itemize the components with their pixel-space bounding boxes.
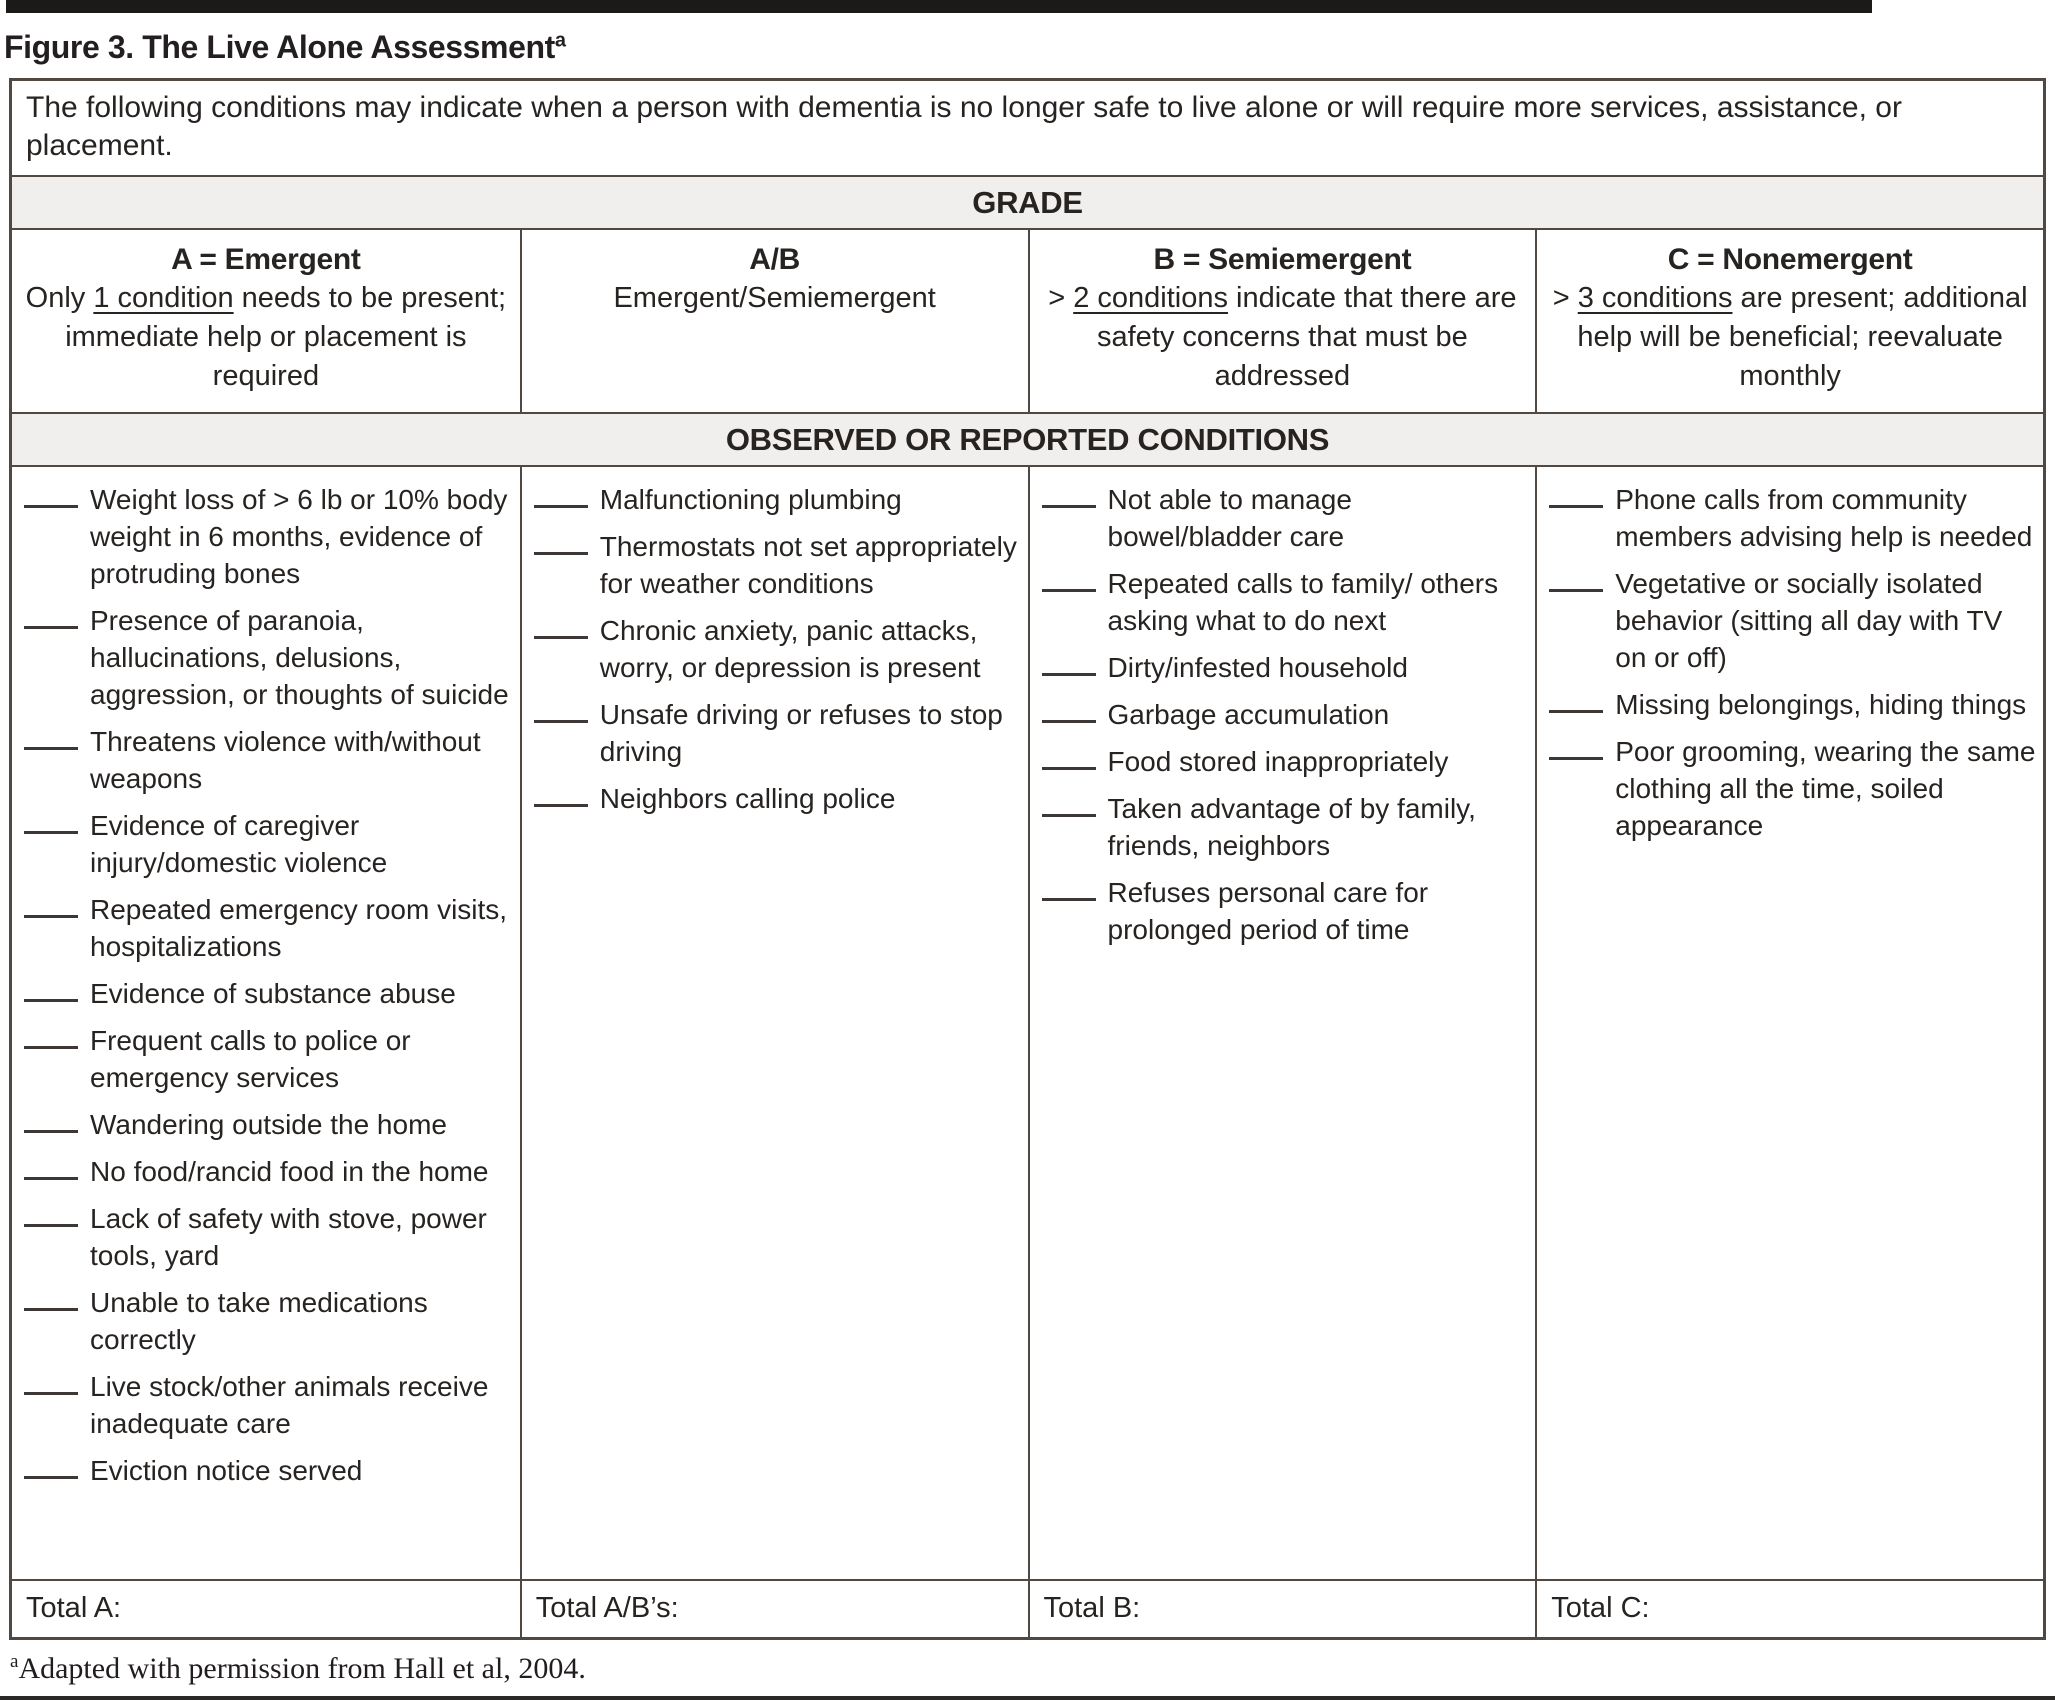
fill-in-blank: [1042, 898, 1096, 901]
condition-item: [1030, 790, 1532, 864]
column-header-semiemergent-desc: [1042, 279, 1524, 396]
condition-item: [1537, 565, 2039, 676]
condition-text: Malfunctioning plumbing: [599, 484, 902, 515]
fill-in-blank: [24, 915, 78, 918]
fill-in-blank: [24, 1308, 78, 1311]
condition-text: Poor grooming, wearing the same clothing all the time, soiled appearance: [1615, 736, 2036, 841]
condition-item: [522, 780, 1024, 817]
fill-in-blank: [24, 1130, 78, 1133]
conditions-column-c: [1535, 465, 2043, 1579]
fill-in-blank: [534, 720, 588, 723]
column-header-nonemergent-title: C = Nonemergent: [1667, 243, 1913, 276]
condition-text: Repeated emergency room visits, hospitalizations: [90, 894, 508, 962]
fill-in-blank: [24, 1392, 78, 1395]
page-top-bar: [6, 0, 1872, 13]
fill-in-blank: [1549, 589, 1603, 592]
condition-item: [522, 528, 1024, 602]
desc-underlined-text: 3 conditions: [1577, 282, 1733, 314]
fill-in-blank: [534, 636, 588, 639]
condition-text: Thermostats not set appropriately for weather conditions: [599, 531, 1017, 599]
fill-in-blank: [1042, 814, 1096, 817]
total-b-cell: Total B:: [1028, 1579, 1536, 1637]
desc-text: >: [1048, 282, 1074, 314]
fill-in-blank: [24, 747, 78, 750]
condition-text: Wandering outside the home: [90, 1109, 447, 1140]
fill-in-blank: [24, 1476, 78, 1479]
fill-in-blank: [24, 1046, 78, 1049]
fill-in-blank: [1549, 757, 1603, 760]
condition-item: [12, 723, 516, 797]
fill-in-blank: [1042, 673, 1096, 676]
condition-item: [12, 1106, 516, 1143]
fill-in-blank: [534, 505, 588, 508]
observed-conditions-band: OBSERVED OR REPORTED CONDITIONS: [12, 412, 2043, 465]
condition-item: [1030, 696, 1532, 733]
desc-text: needs to be present; immediate help or placement is required: [65, 282, 507, 392]
conditions-column-ab: [520, 465, 1028, 1579]
total-a-cell: Total A:: [12, 1579, 520, 1637]
figure-title: [4, 29, 2055, 66]
total-ab-cell: Total A/B’s:: [520, 1579, 1028, 1637]
condition-item: [12, 1022, 516, 1096]
live-alone-assessment-table: [9, 78, 2046, 1640]
condition-text: Missing belongings, hiding things: [1615, 689, 2027, 720]
column-header-ab-title: A/B: [749, 243, 800, 276]
footnote-superscript: a: [10, 1651, 19, 1672]
condition-text: Unable to take medications correctly: [90, 1287, 428, 1355]
condition-item: [12, 1284, 516, 1358]
conditions-column-b: [1028, 465, 1536, 1579]
fill-in-blank: [24, 505, 78, 508]
figure-title-superscript: a: [554, 29, 566, 52]
fill-in-blank: [1042, 589, 1096, 592]
footnote-text: Adapted with permission from Hall et al, 2004.: [18, 1652, 586, 1685]
desc-text: indicate that there are safety concerns that must be addressed: [1097, 282, 1517, 392]
fill-in-blank: [24, 999, 78, 1002]
fill-in-blank: [24, 1224, 78, 1227]
condition-text: Evidence of substance abuse: [90, 978, 456, 1009]
condition-text: Weight loss of > 6 lb or 10% body weight in 6 months, evidence of protruding bones: [90, 484, 508, 589]
condition-text: Chronic anxiety, panic attacks, worry, or depression is present: [599, 615, 981, 683]
footnote: [10, 1652, 2055, 1686]
condition-text: Eviction notice served: [90, 1455, 363, 1486]
column-header-nonemergent: [1535, 228, 2043, 412]
condition-text: Neighbors calling police: [599, 783, 896, 814]
column-header-emergent-desc: [24, 279, 508, 396]
condition-item: [12, 891, 516, 965]
fill-in-blank: [534, 552, 588, 555]
condition-text: Garbage accumulation: [1107, 699, 1390, 730]
column-header-emergent: [12, 228, 520, 412]
condition-item: [1537, 481, 2039, 555]
condition-text: Phone calls from community members advising help is needed: [1615, 484, 2033, 552]
condition-item: [12, 1153, 516, 1190]
condition-text: Vegetative or socially isolated behavior (sitting all day with TV on or off): [1615, 568, 2003, 673]
condition-item: [12, 1452, 516, 1489]
condition-item: [1030, 481, 1532, 555]
fill-in-blank: [24, 831, 78, 834]
desc-text: >: [1552, 282, 1578, 314]
desc-text: Emergent/Semiemergent: [613, 282, 936, 314]
grade-band: GRADE: [12, 175, 2043, 228]
condition-item: [1030, 874, 1532, 948]
desc-underlined-text: 1 condition: [93, 282, 234, 314]
condition-item: [1030, 743, 1532, 780]
condition-text: Food stored inappropriately: [1107, 746, 1449, 777]
condition-text: Refuses personal care for prolonged period of time: [1107, 877, 1429, 945]
condition-text: Presence of paranoia, hallucinations, delusions, aggression, or thoughts of suicide: [90, 605, 509, 710]
fill-in-blank: [1549, 505, 1603, 508]
condition-item: [1030, 565, 1532, 639]
condition-text: Dirty/infested household: [1107, 652, 1408, 683]
condition-item: [12, 975, 516, 1012]
fill-in-blank: [1549, 710, 1603, 713]
conditions-column-a: [12, 465, 520, 1579]
condition-item: [522, 481, 1024, 518]
desc-underlined-text: 2 conditions: [1073, 282, 1228, 314]
column-header-nonemergent-desc: [1549, 279, 2031, 396]
column-header-emergent-title: A = Emergent: [171, 243, 361, 276]
desc-text: Only: [25, 282, 94, 314]
condition-item: [12, 807, 516, 881]
intro-text: The following conditions may indicate when a person with dementia is no longer safe to live alone or will require more services, assistance, or placement.: [26, 91, 1902, 162]
total-c-cell: Total C:: [1535, 1579, 2043, 1637]
condition-text: Unsafe driving or refuses to stop driving: [599, 699, 1003, 767]
condition-item: [12, 481, 516, 592]
condition-text: Lack of safety with stove, power tools, yard: [90, 1203, 487, 1271]
condition-item: [1030, 649, 1532, 686]
condition-item: [1537, 733, 2039, 844]
condition-text: No food/rancid food in the home: [90, 1156, 489, 1187]
condition-text: Repeated calls to family/ others asking what to do next: [1107, 568, 1499, 636]
condition-text: Live stock/other animals receive inadequate care: [90, 1371, 489, 1439]
fill-in-blank: [1042, 720, 1096, 723]
fill-in-blank: [24, 1177, 78, 1180]
condition-text: Threatens violence with/without weapons: [90, 726, 481, 794]
condition-item: [12, 602, 516, 713]
bottom-rule: [0, 1696, 2055, 1700]
fill-in-blank: [1042, 505, 1096, 508]
condition-text: Not able to manage bowel/bladder care: [1107, 484, 1352, 552]
fill-in-blank: [24, 626, 78, 629]
desc-text: are present; additional help will be beneficial; reevaluate monthly: [1577, 282, 2028, 392]
condition-item: [1537, 686, 2039, 723]
condition-item: [12, 1200, 516, 1274]
condition-item: [12, 1368, 516, 1442]
condition-item: [522, 696, 1024, 770]
condition-item: [522, 612, 1024, 686]
figure-title-text: Figure 3. The Live Alone Assessment: [4, 29, 555, 65]
fill-in-blank: [534, 804, 588, 807]
condition-text: Frequent calls to police or emergency services: [90, 1025, 411, 1093]
condition-text: Taken advantage of by family, friends, neighbors: [1107, 793, 1476, 861]
column-header-semiemergent-title: B = Semiemergent: [1153, 243, 1412, 276]
fill-in-blank: [1042, 767, 1096, 770]
column-header-ab-desc: [534, 279, 1016, 318]
column-header-semiemergent: [1028, 228, 1536, 412]
condition-text: Evidence of caregiver injury/domestic violence: [90, 810, 388, 878]
column-header-ab: [520, 228, 1028, 412]
